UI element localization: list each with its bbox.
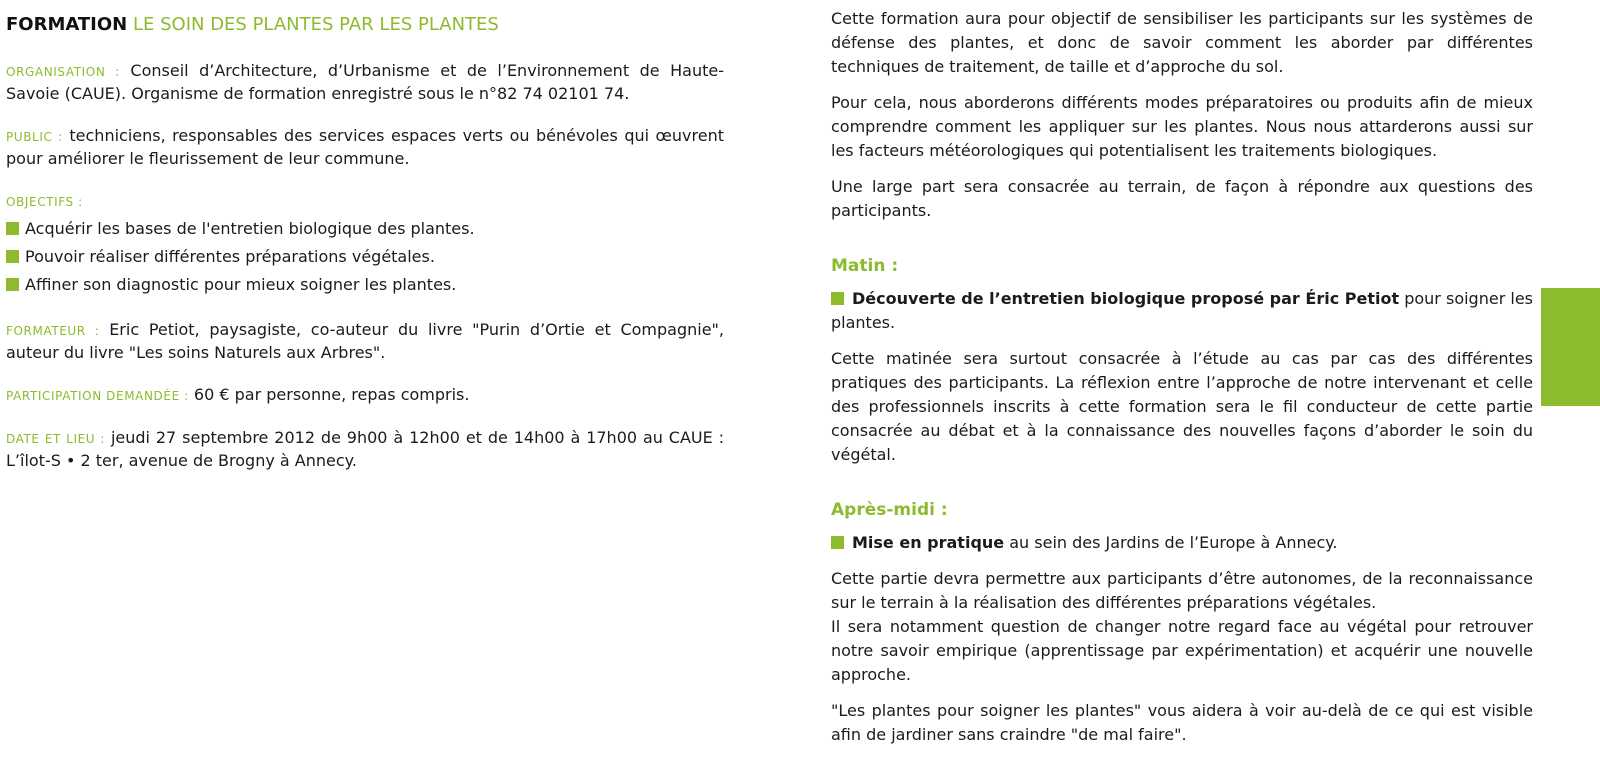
participation-block — [6, 384, 724, 407]
apres-midi-text-1: Cette partie devra permettre aux participants d’être autonomes, de la reconnaissance sur le terrain à la réalisation des différentes préparations végétales. — [831, 569, 1533, 612]
list-item — [6, 215, 724, 243]
objectifs-label: OBJECTIFS : — [6, 195, 83, 209]
title-text: LE SOIN DES PLANTES PAR LES PLANTES — [132, 14, 499, 35]
matin-heading: Matin : — [831, 256, 899, 276]
bullet-square-icon — [6, 222, 19, 235]
description-paragraph-1: Cette formation aura pour objectif de sensibiliser les participants sur les systèmes de défense des plantes, et donc de savoir comment les aborder par différentes techniques de traitement, de taille et d’approche du sol. — [831, 9, 1533, 76]
objectif-text: Affiner son diagnostic pour mieux soigner les plantes. — [25, 275, 457, 294]
organisation-label: ORGANISATION : — [6, 65, 120, 79]
objectif-text: Pouvoir réaliser différentes préparations végétales. — [25, 247, 435, 266]
green-edge-tab — [1541, 288, 1600, 406]
page-title — [6, 10, 724, 40]
list-item — [6, 271, 724, 299]
matin-activity-title: Découverte de l’entretien biologique proposé par Éric Petiot — [852, 289, 1400, 308]
participation-text: 60 € par personne, repas compris. — [193, 385, 470, 404]
apres-midi-heading: Après-midi : — [831, 500, 948, 520]
title-formation-word: FORMATION — [6, 14, 128, 35]
organisation-block — [6, 60, 724, 105]
description-paragraph-2: Pour cela, nous aborderons différents modes préparatoires ou produits afin de mieux comprendre comment les appliquer sur les plantes. Nous nous attarderons aussi sur les facteurs météorologiques qui potentialisent les traitements biologiques. — [831, 93, 1533, 160]
formateur-label: FORMATEUR : — [6, 324, 100, 338]
bullet-square-icon — [831, 292, 844, 305]
formateur-block — [6, 319, 724, 364]
matin-activity-rest: pour soigner les plantes. — [831, 289, 1534, 332]
matin-text: Cette matinée sera surtout consacrée à l’étude au cas par cas des différentes pratiques des participants. La réflexion entre l’approche de notre intervenant et celle des professionnels inscrits à cette formation sera le fil conducteur de cette partie consacrée au débat et à la connaissance des nouvelles façons d’aborder le soin du végétal. — [831, 349, 1533, 464]
date-lieu-label: DATE ET LIEU : — [6, 432, 106, 446]
objectifs-block — [6, 190, 724, 213]
apres-midi-activity-title: Mise en pratique — [852, 533, 1005, 552]
right-column — [831, 7, 1533, 759]
formateur-text: Eric Petiot, paysagiste, co-auteur du livre "Purin d’Ortie et Compagnie", auteur du livre "Les soins Naturels aux Arbres". — [6, 320, 724, 362]
bullet-square-icon — [6, 278, 19, 291]
public-block — [6, 125, 724, 170]
objectifs-list — [6, 215, 724, 299]
apres-midi-text-2: Il sera notamment question de changer notre regard face au végétal pour retrouver notre savoir empirique (apprentissage par expérimentation) et acquérir une nouvelle approche. — [831, 617, 1533, 684]
left-column — [6, 10, 724, 492]
public-text: techniciens, responsables des services espaces verts ou bénévoles qui œuvrent pour améliorer le fleurissement de leur commune. — [6, 126, 724, 168]
list-item — [6, 243, 724, 271]
objectif-text: Acquérir les bases de l'entretien biologique des plantes. — [25, 219, 475, 238]
organisation-text: Conseil d’Architecture, d’Urbanisme et de l’Environnement de Haute-Savoie (CAUE). Organisme de formation enregistré sous le n°82 74 02101 74. — [6, 61, 724, 103]
apres-midi-activity-rest: au sein des Jardins de l’Europe à Annecy. — [1004, 533, 1338, 552]
bullet-square-icon — [831, 536, 844, 549]
date-lieu-text: jeudi 27 septembre 2012 de 9h00 à 12h00 et de 14h00 à 17h00 au CAUE : L’îlot-S • 2 ter, avenue de Brogny à Annecy. — [6, 428, 725, 470]
participation-label: PARTICIPATION DEMANDÉE : — [6, 389, 189, 403]
matin-activity — [831, 287, 1533, 335]
public-label: PUBLIC : — [6, 130, 63, 144]
description-paragraph-3: Une large part sera consacrée au terrain, de façon à répondre aux questions des participants. — [831, 177, 1533, 220]
date-lieu-block — [6, 427, 724, 472]
apres-midi-activity — [831, 531, 1533, 555]
bullet-square-icon — [6, 250, 19, 263]
closing-text: "Les plantes pour soigner les plantes" vous aidera à voir au-delà de ce qui est visible afin de jardiner sans craindre "de mal faire". — [831, 701, 1533, 744]
